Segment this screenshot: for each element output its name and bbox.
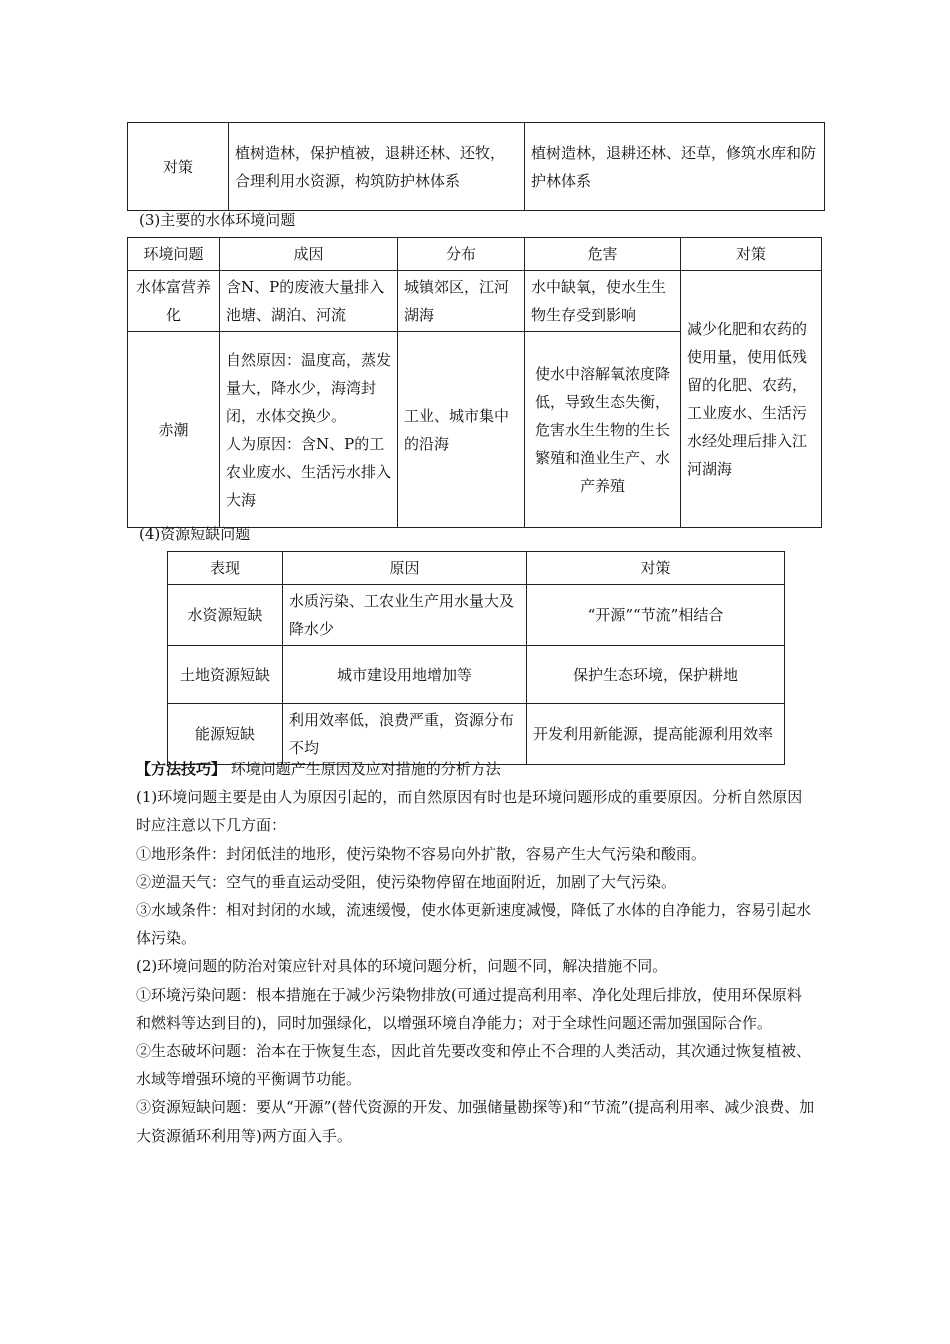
cause-cell: 含N、P的废液大量排入池塘、湖泊、河流 [220, 271, 398, 332]
method-paragraph: ③水域条件：相对封闭的水域，流速缓慢，使水体更新速度减慢，降低了水体的自净能力，容易引起水体污染。 [136, 901, 812, 948]
distribution-cell: 城镇郊区，江河湖海 [398, 271, 525, 332]
cause-cell: 城市建设用地增加等 [283, 646, 527, 704]
cause-cell [220, 332, 398, 528]
header-distribution: 分布 [398, 238, 525, 271]
water-caption: (3)主要的水体环境问题 [139, 211, 296, 229]
method-tag: 【方法技巧】 [136, 760, 227, 778]
header-measure: 对策 [527, 552, 785, 585]
cause-cell: 水质污染、工农业生产用水量大及降水少 [283, 585, 527, 646]
harm-cell: 水中缺氧，使水生生物生存受到影响 [525, 271, 681, 332]
header-cause: 成因 [220, 238, 398, 271]
type-cell: 土地资源短缺 [168, 646, 283, 704]
type-cell: 能源短缺 [168, 704, 283, 765]
desert-countermeasure: 植树造林，保护植被，退耕还林、还牧，合理利用水资源，构筑防护林体系 [229, 123, 525, 211]
water-problems-table [127, 237, 822, 528]
method-paragraph: ③资源短缺问题：要从“开源”(替代资源的开发、加强储量勘探等)和“节流”(提高利用率、减少浪费、加大资源循环利用等)两方面入手。 [136, 1098, 815, 1145]
table-row [128, 271, 822, 332]
problem-cell: 水体富营养化 [128, 271, 220, 332]
resource-caption: (4)资源短缺问题 [139, 525, 251, 543]
method-paragraph: (2)环境问题的防治对策应针对具体的环境问题分析，问题不同，解决措施不同。 [136, 957, 668, 976]
method-paragraph: ①地形条件：封闭低洼的地形，使污染物不容易向外扩散，容易产生大气污染和酸雨。 [136, 844, 707, 863]
header-cause: 原因 [283, 552, 527, 585]
cause-human: 人为原因：含N、P的工农业废水、生活污水排入大海 [226, 434, 392, 509]
header-problem: 环境问题 [128, 238, 220, 271]
header-harm: 危害 [525, 238, 681, 271]
measure-cell: 保护生态环境，保护耕地 [527, 646, 785, 704]
method-paragraph: ①环境污染问题：根本措施在于减少污染物排放(可通过提高利用率、净化处理后排放，使用环保原料和燃料等达到目的)，同时加强绿化，以增强环境自净能力；对于全球性问题还需加强国际合作。 [136, 985, 802, 1032]
method-section [136, 755, 816, 1150]
cause-natural: 自然原因：温度高，蒸发量大，降水少，海湾封闭，水体交换少。 [226, 350, 392, 425]
measure-cell: 开发利用新能源，提高能源利用效率 [527, 704, 785, 765]
harm-cell: 使水中溶解氧浓度降低，导致生态失衡，危害水生生物的生长繁殖和渔业生产、水产养殖 [525, 332, 681, 528]
resource-table [167, 551, 785, 765]
countermeasure-cell: 减少化肥和农药的使用量，使用低残留的化肥、农药，工业废水、生活污水经处理后排入江河湖海 [681, 271, 822, 528]
method-title: 环境问题产生原因及应对措施的分析方法 [230, 760, 501, 778]
method-paragraph: ②生态破坏问题：治本在于恢复生态，因此首先要改变和停止不合理的人类活动，其次通过恢复植被、水域等增强环境的平衡调节功能。 [136, 1042, 812, 1089]
type-cell: 水资源短缺 [168, 585, 283, 646]
distribution-cell: 工业、城市集中的沿海 [398, 332, 525, 528]
soil-erosion-countermeasure: 植树造林，退耕还林、还草，修筑水库和防护林体系 [525, 123, 825, 211]
table-row [168, 585, 785, 646]
header-countermeasure: 对策 [681, 238, 822, 271]
countermeasure-table [127, 122, 825, 211]
row-label: 对策 [128, 123, 229, 211]
header-type: 表现 [168, 552, 283, 585]
method-paragraph: (1)环境问题主要是由人为原因引起的，而自然原因有时也是环境问题形成的重要原因。分析自然原因时应注意以下几方面： [136, 788, 803, 835]
method-heading [136, 755, 816, 783]
method-paragraph: ②逆温天气：空气的垂直运动受阻，使污染物停留在地面附近，加剧了大气污染。 [136, 872, 677, 891]
problem-cell: 赤潮 [128, 332, 220, 528]
table-row [168, 646, 785, 704]
cause-cell: 利用效率低，浪费严重，资源分布不均 [283, 704, 527, 765]
measure-cell: “开源”“节流”相结合 [527, 585, 785, 646]
